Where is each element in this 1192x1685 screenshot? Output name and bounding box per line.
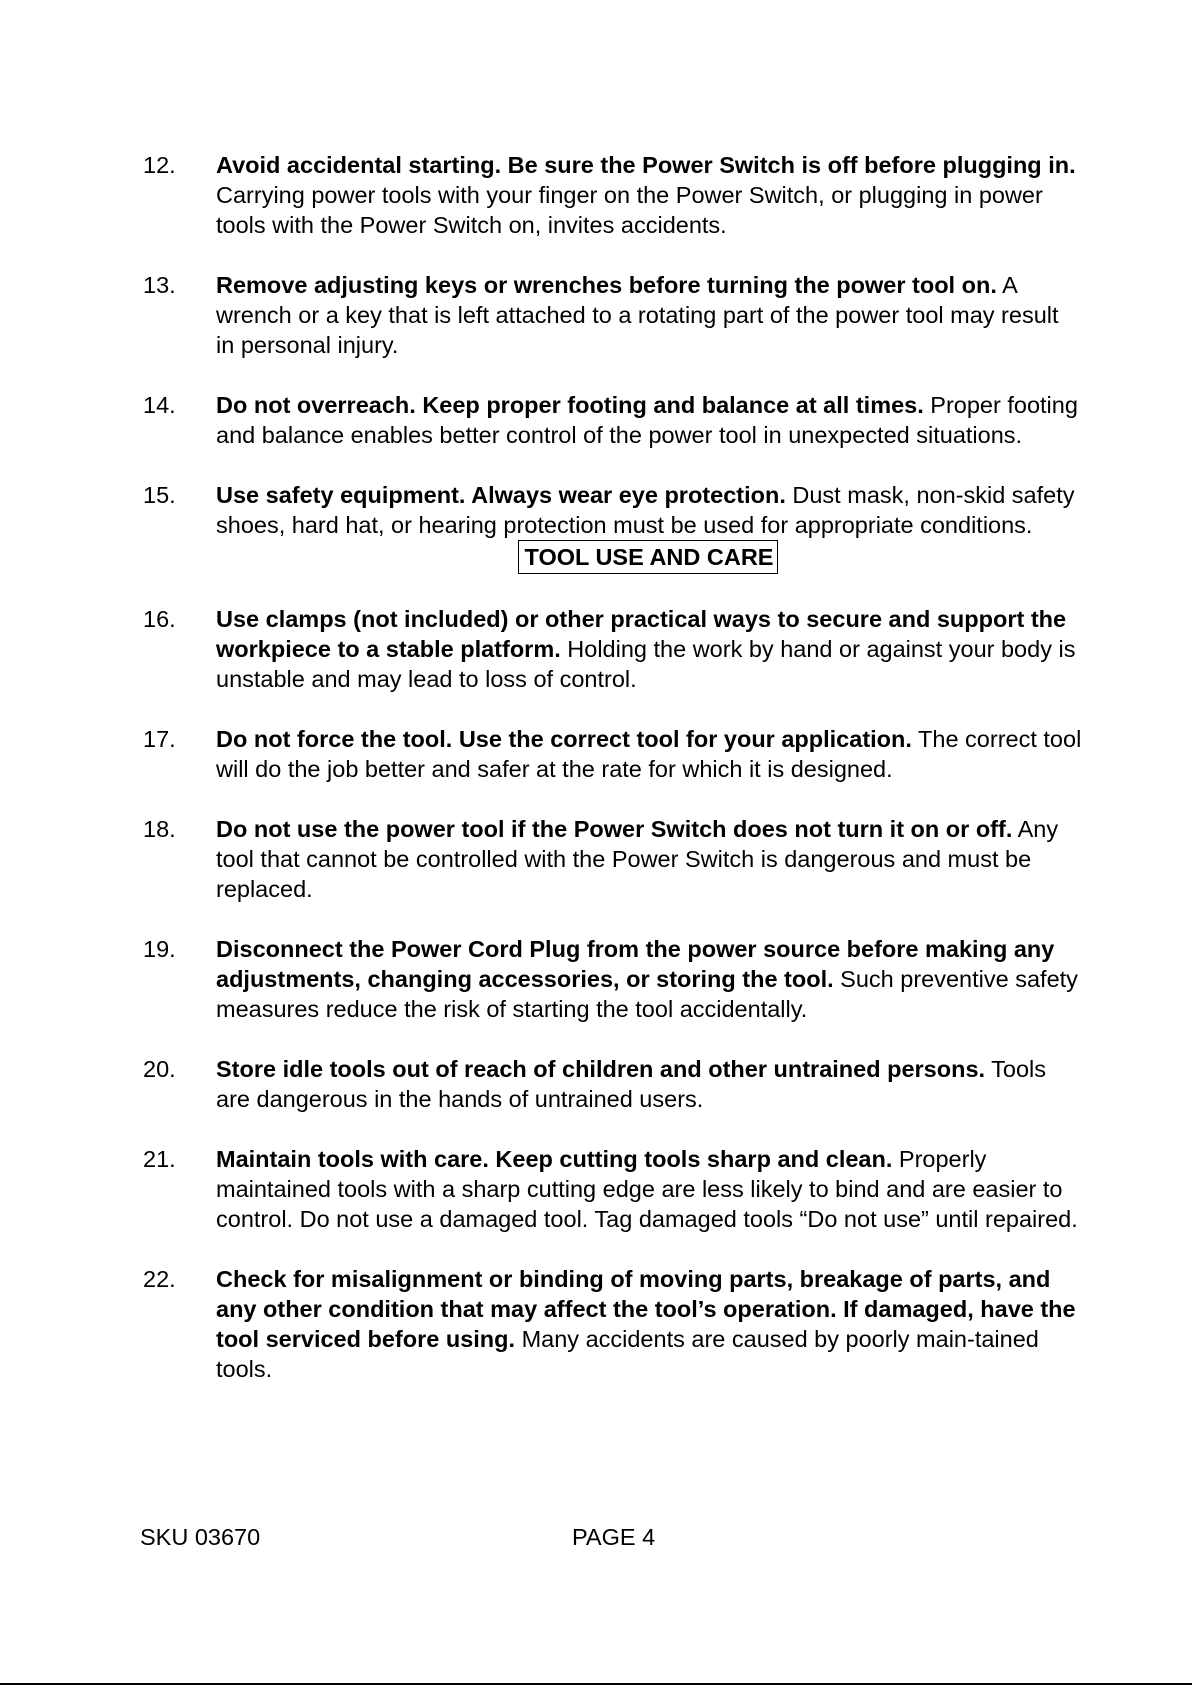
section-heading: TOOL USE AND CARE bbox=[518, 540, 779, 574]
item-text bbox=[216, 1144, 1083, 1234]
footer-sku: SKU 03670 bbox=[140, 1524, 261, 1550]
item-text bbox=[216, 390, 1083, 450]
item-text bbox=[216, 480, 1083, 540]
item-text bbox=[216, 1264, 1083, 1384]
list-item-12 bbox=[143, 150, 1083, 240]
item-text bbox=[216, 604, 1083, 694]
item-body: The correct tool will do the job better and safer at the rate for which it is designed. bbox=[216, 726, 1082, 782]
item-body: Holding the work by hand or against your body is unstable and may lead to loss of control. bbox=[216, 636, 1076, 692]
item-text bbox=[216, 150, 1083, 240]
safety-rules-list bbox=[143, 150, 1083, 1414]
item-bold-lead: Do not overreach. Keep proper footing and balance at all times. bbox=[216, 392, 924, 418]
list-item-19 bbox=[143, 934, 1083, 1024]
item-number: 17. bbox=[143, 726, 176, 752]
list-item-13 bbox=[143, 270, 1083, 360]
item-bold-lead: Disconnect the Power Cord Plug from the power source before making any adjustments, changing accessories, or storing the tool. bbox=[216, 936, 1055, 992]
item-text bbox=[216, 934, 1083, 1024]
list-item-16 bbox=[143, 604, 1083, 694]
item-body: Dust mask, non-skid safety shoes, hard hat, or hearing protection must be used for appropriate conditions. bbox=[216, 482, 1075, 538]
item-body: Carrying power tools with your finger on the Power Switch, or plugging in power tools with the Power Switch on, invites accidents. bbox=[216, 182, 1043, 238]
list-item-18 bbox=[143, 814, 1083, 904]
item-bold-lead: Check for misalignment or binding of moving parts, breakage of parts, and any other condition that may affect the tool’s operation. If damaged, have the tool serviced before using. bbox=[216, 1266, 1076, 1352]
item-number: 13. bbox=[143, 272, 176, 298]
section-heading-wrap bbox=[143, 540, 1083, 574]
list-item-22 bbox=[143, 1264, 1083, 1384]
item-bold-lead: Do not force the tool. Use the correct tool for your application. bbox=[216, 726, 912, 752]
footer-page-number: PAGE 4 bbox=[572, 1524, 656, 1550]
item-number: 21. bbox=[143, 1146, 176, 1172]
item-number: 14. bbox=[143, 392, 176, 418]
item-bold-lead: Remove adjusting keys or wrenches before turning the power tool on. bbox=[216, 272, 997, 298]
item-number: 22. bbox=[143, 1266, 176, 1292]
list-item-17 bbox=[143, 724, 1083, 784]
item-number: 20. bbox=[143, 1056, 176, 1082]
list-item-20 bbox=[143, 1054, 1083, 1114]
item-bold-lead: Maintain tools with care. Keep cutting tools sharp and clean. bbox=[216, 1146, 893, 1172]
item-bold-lead: Use clamps (not included) or other practical ways to secure and support the workpiece to a stable platform. bbox=[216, 606, 1067, 662]
item-text bbox=[216, 270, 1083, 360]
item-number: 19. bbox=[143, 936, 176, 962]
item-body: Properly maintained tools with a sharp cutting edge are less likely to bind and are easier to control. Do not use a damaged tool. Tag damaged tools “Do not use” until repaired. bbox=[216, 1146, 1078, 1232]
item-bold-lead: Do not use the power tool if the Power Switch does not turn it on or off. bbox=[216, 816, 1013, 842]
item-bold-lead: Store idle tools out of reach of children and other untrained persons. bbox=[216, 1056, 986, 1082]
item-body: Tools are dangerous in the hands of untrained users. bbox=[216, 1056, 1047, 1112]
item-body: A wrench or a key that is left attached to a rotating part of the power tool may result in personal injury. bbox=[216, 272, 1059, 358]
item-body: Any tool that cannot be controlled with the Power Switch is dangerous and must be replaced. bbox=[216, 816, 1059, 902]
item-body: Such preventive safety measures reduce the risk of starting the tool accidentally. bbox=[216, 966, 1078, 1022]
item-text bbox=[216, 814, 1083, 904]
item-bold-lead: Avoid accidental starting. Be sure the Power Switch is off before plugging in. bbox=[216, 152, 1076, 178]
item-number: 16. bbox=[143, 606, 176, 632]
list-item-21 bbox=[143, 1144, 1083, 1234]
list-item-14 bbox=[143, 390, 1083, 450]
item-number: 15. bbox=[143, 482, 176, 508]
item-bold-lead: Use safety equipment. Always wear eye protection. bbox=[216, 482, 786, 508]
item-number: 18. bbox=[143, 816, 176, 842]
item-text bbox=[216, 724, 1083, 784]
item-body: Proper footing and balance enables better control of the power tool in unexpected situations. bbox=[216, 392, 1078, 448]
item-body: Many accidents are caused by poorly main-tained tools. bbox=[216, 1326, 1039, 1382]
item-number: 12. bbox=[143, 152, 176, 178]
list-item-15 bbox=[143, 480, 1083, 540]
item-text bbox=[216, 1054, 1083, 1114]
